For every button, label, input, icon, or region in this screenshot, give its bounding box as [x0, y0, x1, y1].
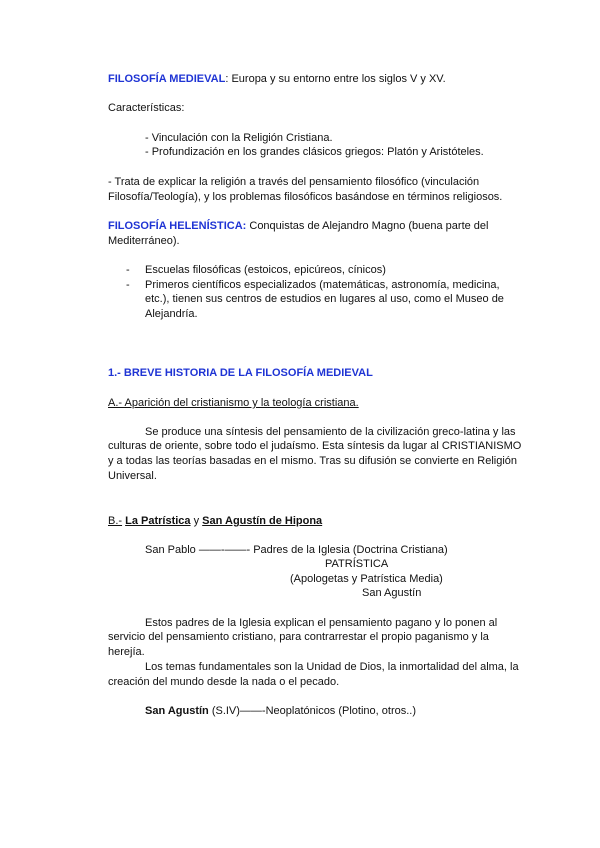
section-a-line: Se produce una síntesis del pensamiento de la civilización greco-latina y las [145, 426, 516, 438]
section-b-prefix: B.- [108, 515, 123, 527]
section-a-line: Universal. [108, 470, 157, 482]
section-a-line: culturas de oriente, sobre todo el judaísmo. Esta síntesis da lugar al CRISTIANISMO [108, 440, 522, 452]
medieval-heading: FILOSOFÍA MEDIEVAL [108, 73, 226, 85]
section-a-line: y a todas las teorías basadas en el mismo. Tras su difusión se convierte en Religión [108, 455, 518, 467]
section-b-para1-line: servicio del pensamiento cristiano, para contrarrestar el propio paganismo y la [108, 631, 489, 643]
caracteristica-item: - Profundización en los grandes clásicos griegos: Platón y Aristóteles. [145, 146, 484, 158]
medieval-intro-text: : Europa y su entorno entre los siglos V y XV. [225, 73, 446, 85]
explicacion-line: Filosofía/Teología), y los problemas filosóficos basándose en términos religiosos. [108, 191, 503, 203]
bullet-dash: - [126, 279, 130, 291]
section-a-title: A.- Aparición del cristianismo y la teología cristiana. [108, 397, 359, 409]
section-b-title [108, 514, 322, 529]
helenistica-item-cont: Alejandría. [145, 308, 198, 320]
medieval-intro-line [108, 72, 446, 87]
diagram-patristica: PATRÍSTICA [325, 558, 389, 570]
helenistica-text: Conquistas de Alejandro Magno (buena parte del [246, 220, 489, 232]
helenistica-heading: FILOSOFÍA HELENÍSTICA: [108, 220, 247, 232]
explicacion-line: - Trata de explicar la religión a través del pensamiento filosófico (vinculación [108, 176, 480, 188]
section-b-part2: San Agustín de Hipona [202, 515, 323, 527]
section-b-part1: La Patrística [125, 515, 191, 527]
helenistica-item: Primeros científicos especializados (matemáticas, astronomía, medicina, [145, 279, 500, 291]
helenistica-line [108, 219, 488, 234]
helenistica-line: Mediterráneo). [108, 235, 180, 247]
agustin-line [145, 704, 416, 719]
agustin-name: San Agustín [145, 705, 209, 717]
agustin-rest: (S.IV)——-Neoplatónicos (Plotino, otros..) [208, 705, 417, 717]
section-b-para2-line: creación del mundo desde la nada o el pecado. [108, 676, 340, 688]
caracteristica-item: - Vinculación con la Religión Cristiana. [145, 132, 333, 144]
section-b-conj: y [190, 515, 203, 527]
bullet-dash: - [126, 264, 130, 276]
diagram-san-agustin: San Agustín [362, 587, 422, 599]
section-b-para2-line: Los temas fundamentales son la Unidad de Dios, la inmortalidad del alma, la [145, 661, 519, 673]
helenistica-item: Escuelas filosóficas (estoicos, epicúreos, cínicos) [145, 264, 386, 276]
diagram-line: San Pablo ——-——- Padres de la Iglesia (Doctrina Cristiana) [145, 544, 448, 556]
section-1-title: 1.- BREVE HISTORIA DE LA FILOSOFÍA MEDIEVAL [108, 367, 373, 379]
section-b-para1-line: Estos padres de la Iglesia explican el pensamiento pagano y lo ponen al [145, 617, 498, 629]
diagram-apologetas: (Apologetas y Patrística Media) [290, 573, 443, 585]
caracteristicas-label: Características: [108, 102, 185, 114]
section-b-para1-line: herejía. [108, 646, 145, 658]
helenistica-item-cont: etc.), tienen sus centros de estudios en lugares al uso, como el Museo de [145, 293, 504, 305]
